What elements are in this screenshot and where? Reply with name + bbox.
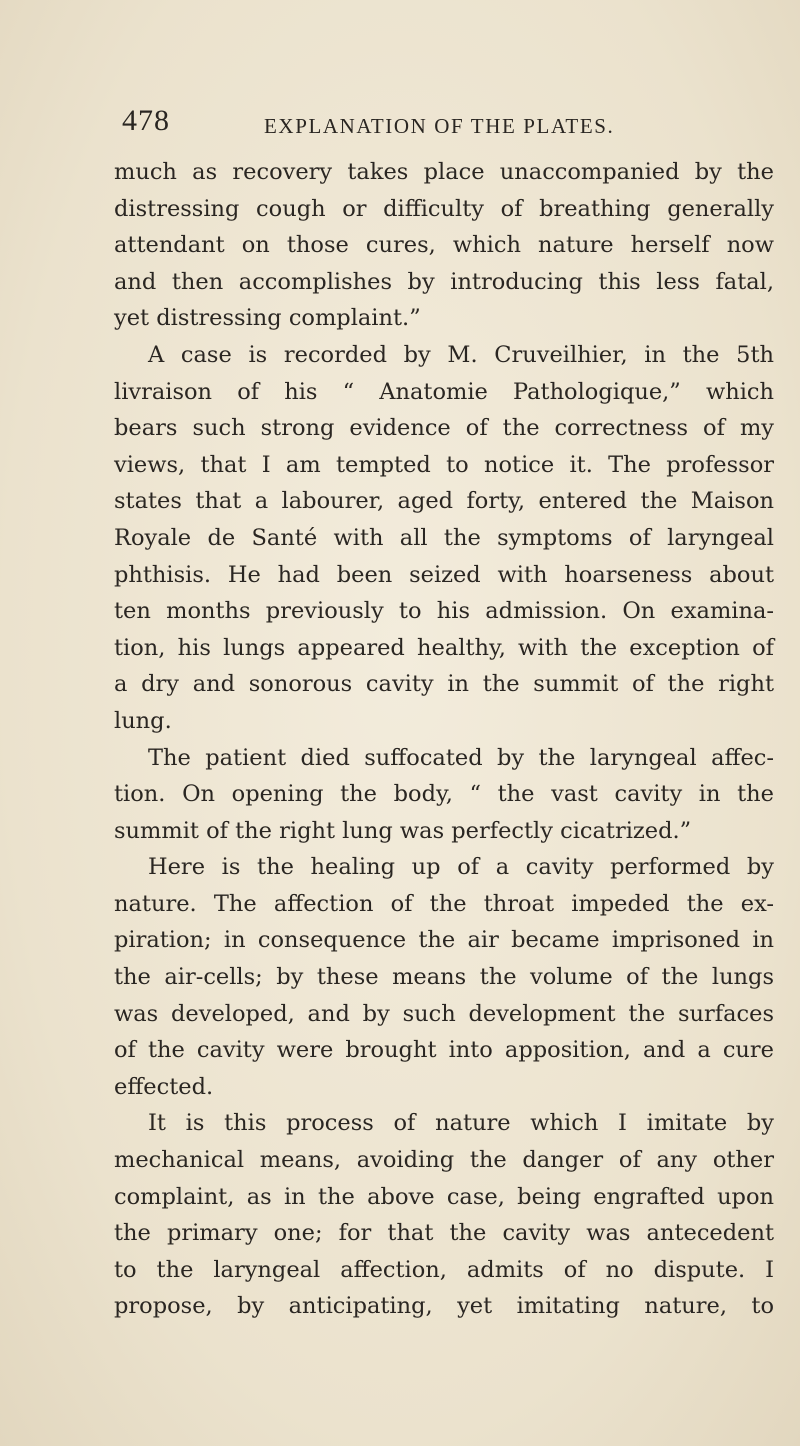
text-line: views, that I am tempted to notice it. The professor <box>114 451 774 478</box>
text-line: yet distressing complaint.” <box>114 305 421 332</box>
text-line: of the cavity were brought into apposition, and a cure <box>114 1037 774 1064</box>
text-line: mechanical means, avoiding the danger of any other <box>114 1147 774 1174</box>
text-line: states that a labourer, aged forty, entered the Maison <box>114 488 774 515</box>
text-line: the primary one; for that the cavity was antecedent <box>114 1220 774 1247</box>
text-line: to the laryngeal affection, admits of no dispute. I <box>114 1256 774 1283</box>
text-line: tion, his lungs appeared healthy, with the exception of <box>114 634 774 661</box>
text-line: piration; in consequence the air became imprisoned in <box>114 927 774 954</box>
text-line: lung. <box>114 707 172 734</box>
text-line: It is this process of nature which I imitate by <box>148 1110 774 1137</box>
text-line: the air-cells; by these means the volume of the lungs <box>114 964 774 991</box>
body-text <box>114 154 774 1325</box>
text-line: effected. <box>114 1073 214 1100</box>
text-line: Here is the healing up of a cavity performed by <box>148 854 774 881</box>
text-line: nature. The affection of the throat impeded the ex- <box>114 890 774 917</box>
running-head: EXPLANATION OF THE PLATES. <box>264 114 615 138</box>
text-line: attendant on those cures, which nature herself now <box>114 232 774 259</box>
text-line: A case is recorded by M. Cruveilhier, in the 5th <box>148 341 774 368</box>
text-line: ten months previously to his admission. On examina- <box>114 598 774 625</box>
text-line: was developed, and by such development the surfaces <box>114 1000 774 1027</box>
text-line: and then accomplishes by introducing this less fatal, <box>114 268 774 295</box>
text-line: complaint, as in the above case, being engrafted upon <box>114 1183 774 1210</box>
page-number: 478 <box>122 104 170 137</box>
text-line: Royale de Santé with all the symptoms of laryngeal <box>114 524 774 551</box>
text-line: bears such strong evidence of the correctness of my <box>114 415 774 442</box>
text-line: summit of the right lung was perfectly cicatrized.” <box>114 817 692 844</box>
text-line: tion. On opening the body, “ the vast cavity in the <box>114 781 774 808</box>
text-line: propose, by anticipating, yet imitating nature, to <box>114 1293 774 1320</box>
text-line: much as recovery takes place unaccompanied by the <box>114 159 774 185</box>
page-header <box>122 104 742 144</box>
text-line: distressing cough or difficulty of breathing generally <box>114 195 774 222</box>
text-line: a dry and sonorous cavity in the summit of the right <box>114 671 774 698</box>
text-line: The patient died suffocated by the laryngeal affec- <box>148 744 774 771</box>
text-line: phthisis. He had been seized with hoarseness about <box>114 561 774 588</box>
text-line: livraison of his “ Anatomie Pathologique,” which <box>114 378 774 405</box>
